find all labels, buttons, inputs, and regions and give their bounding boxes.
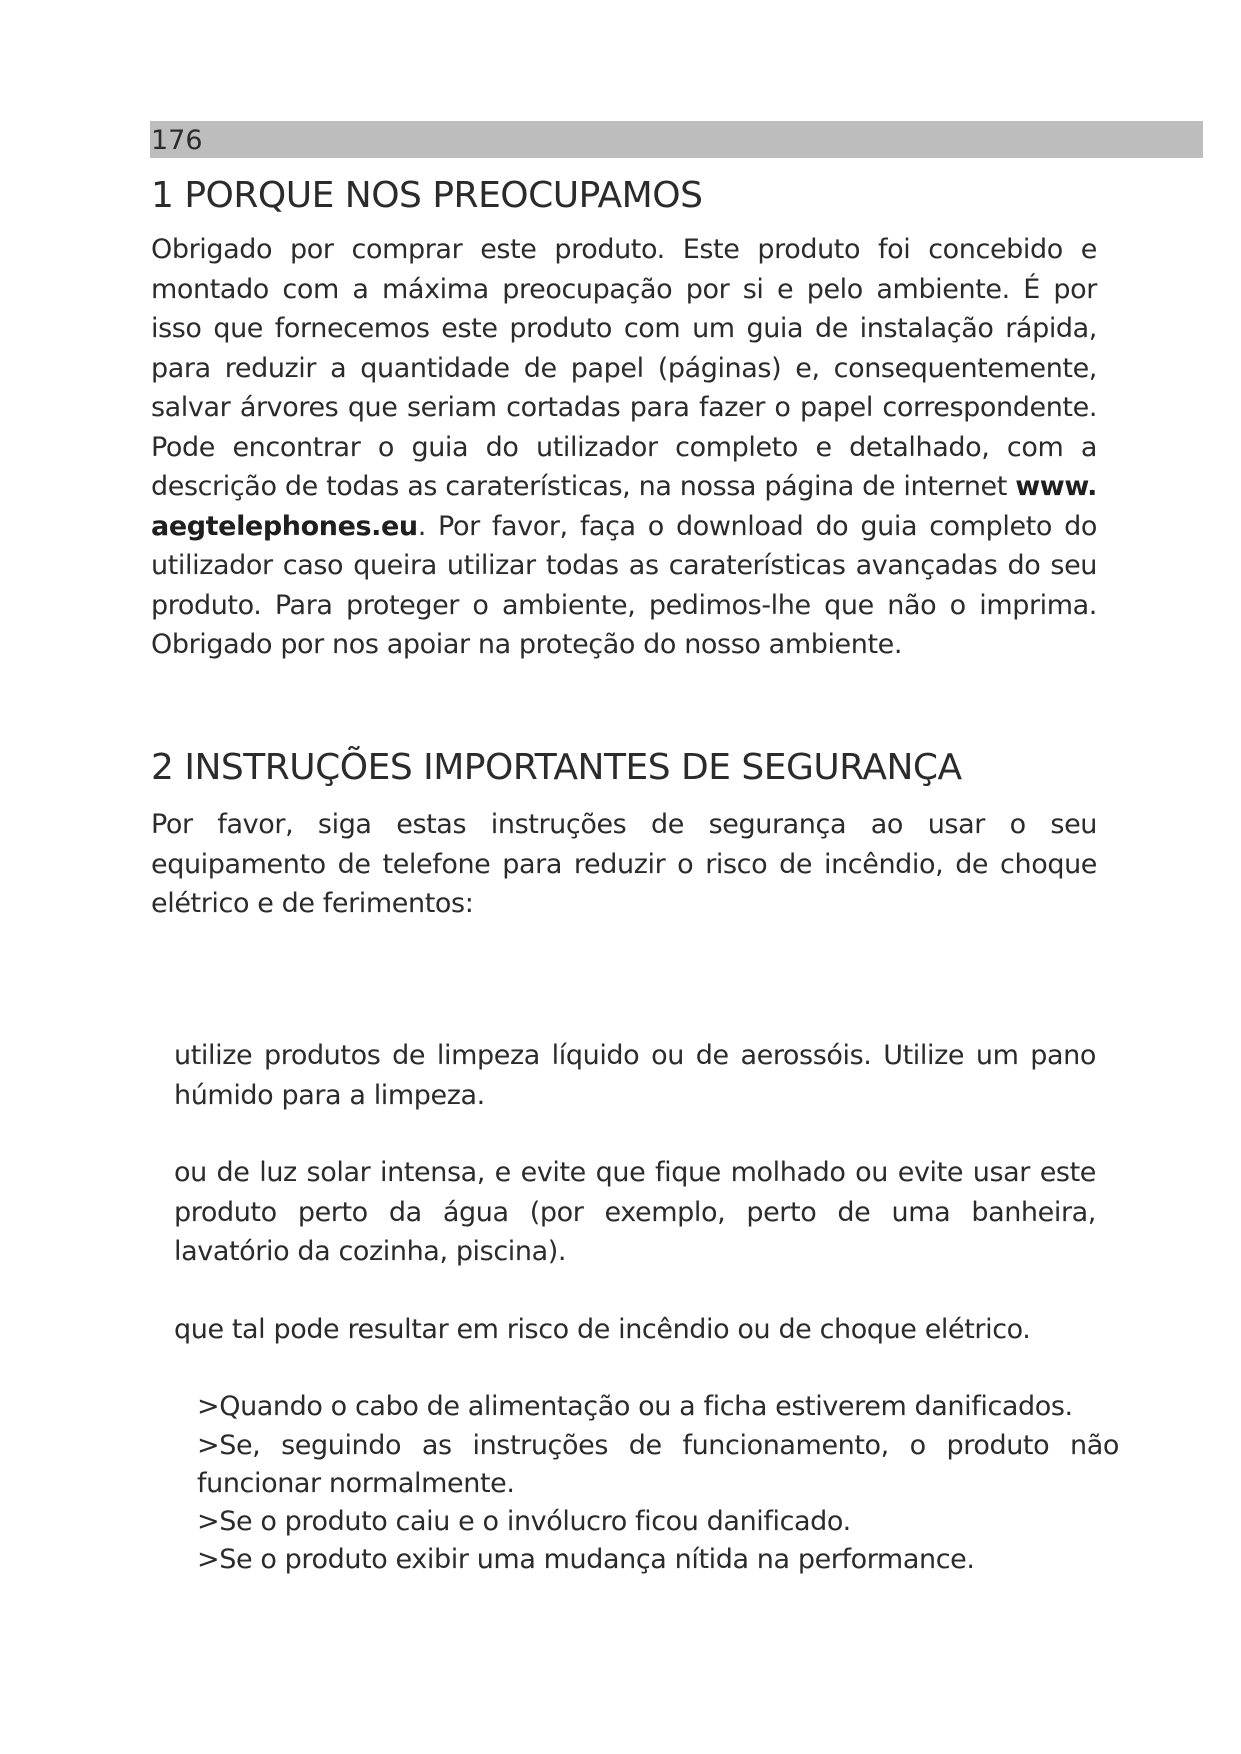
section-2-intro: Por favor, siga estas instruções de segurança ao usar o seu equipamento de telefone para reduzir o risco de incêndio, de choque elétrico e de ferimentos:: [151, 809, 1097, 919]
safety-subitem-dropped: >Se o produto caiu e o invólucro ficou danificado.: [197, 1506, 851, 1537]
page-number: 176: [151, 125, 203, 156]
safety-item-fire-risk: que tal pode resultar em risco de incêndio ou de choque elétrico.: [174, 1314, 1031, 1345]
safety-subitem-not-working: >Se, seguindo as instruções de funcionamento, o produto não funcionar normalmente.: [197, 1430, 1119, 1499]
section-1-paragraph: [151, 230, 1097, 665]
section-1-text-after-link: . Por favor, faça o download do guia completo do utilizador caso queira utilizar todas as caraterísticas avançadas do seu produto. Para proteger o ambiente, pedimos-lhe que não o imprima. Obrigado por nos apoiar na proteção do nosso ambiente.: [151, 510, 1097, 660]
safety-subitem-cable-damaged: >Quando o cabo de alimentação ou a ficha estiverem danificados.: [197, 1391, 1073, 1422]
safety-item-cleaning: utilize produtos de limpeza líquido ou de aerossóis. Utilize um pano húmido para a limpeza.: [174, 1040, 1096, 1111]
section-1-heading: 1 PORQUE NOS PREOCUPAMOS: [151, 175, 703, 216]
section-1-text-before-link: Obrigado por comprar este produto. Este produto foi concebido e montado com a máxima preocupação por si e pelo ambiente. É por isso que fornecemos este produto com um guia de instalação rápida, para reduzir a quantidade de papel (páginas) e, consequentemente, salvar árvores que seriam cortadas para fazer o papel correspondente. Pode encontrar o guia do utilizador completo e detalhado, com a descrição de todas as caraterísticas, na nossa página de internet: [151, 234, 1097, 502]
page-header-bar: [150, 121, 1203, 158]
safety-subitem-performance-change: >Se o produto exibir uma mudança nítida na performance.: [197, 1544, 975, 1575]
website-link[interactable]: www. aegtelephones.eu: [151, 471, 1097, 542]
safety-item-water-sunlight: ou de luz solar intensa, e evite que fique molhado ou evite usar este produto perto da água (por exemplo, perto de uma banheira, lavatório da cozinha, piscina).: [174, 1157, 1096, 1267]
section-2-heading: 2 INSTRUÇÕES IMPORTANTES DE SEGURANÇA: [151, 747, 962, 788]
